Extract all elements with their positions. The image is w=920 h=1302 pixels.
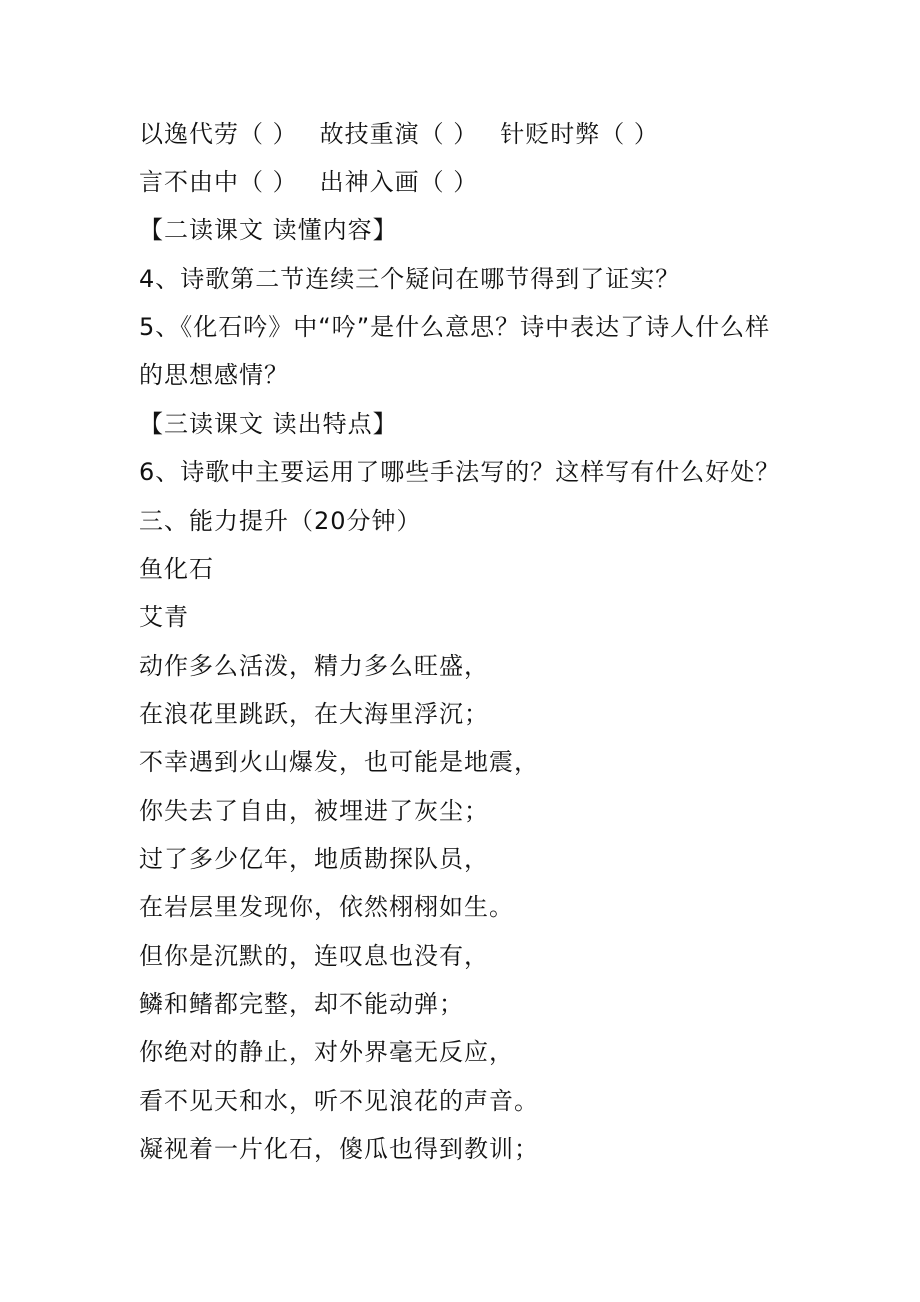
question-5-line-1: 5、《化石吟》中“吟”是什么意思？诗中表达了诗人什么样 bbox=[139, 313, 771, 341]
poem-line: 但你是沉默的，连叹息也没有， bbox=[139, 942, 489, 970]
section-heading-reading-2: 【二读课文 读懂内容】 bbox=[139, 216, 398, 244]
section-heading-reading-3: 【三读课文 读出特点】 bbox=[139, 410, 398, 438]
idiom-item: 针贬时弊（ ） bbox=[500, 120, 659, 148]
poem-line: 不幸遇到火山爆发，也可能是地震， bbox=[139, 748, 539, 776]
question-6: 6、诗歌中主要运用了哪些手法写的？这样写有什么好处？ bbox=[139, 458, 781, 486]
idioms-row-1 bbox=[139, 118, 799, 150]
question-5-line-2: 的思想感情？ bbox=[139, 361, 289, 389]
poem-line: 动作多么活泼，精力多么旺盛， bbox=[139, 652, 489, 680]
idioms-row-2 bbox=[139, 166, 799, 198]
poem-line: 过了多少亿年，地质勘探队员， bbox=[139, 845, 489, 873]
idiom-item: 言不由中（ ） bbox=[139, 168, 298, 196]
poem-line: 你失去了自由，被埋进了灰尘； bbox=[139, 797, 489, 825]
poem-line: 鳞和鳍都完整，却不能动弹； bbox=[139, 990, 464, 1018]
section-heading-ability: 三、能力提升（20分钟） bbox=[139, 507, 422, 535]
poem-line: 你绝对的静止，对外界毫无反应， bbox=[139, 1038, 514, 1066]
question-4: 4、诗歌第二节连续三个疑问在哪节得到了证实？ bbox=[139, 265, 681, 293]
idiom-item: 以逸代劳（ ） bbox=[139, 120, 298, 148]
idiom-item: 故技重演（ ） bbox=[319, 120, 479, 148]
poem-author: 艾青 bbox=[139, 603, 189, 631]
poem-line: 凝视着一片化石，傻瓜也得到教训； bbox=[139, 1135, 539, 1163]
idiom-item: 出神入画（ ） bbox=[319, 168, 479, 196]
poem-title: 鱼化石 bbox=[139, 555, 214, 583]
poem-line: 在浪花里跳跃，在大海里浮沉； bbox=[139, 700, 489, 728]
poem-line: 在岩层里发现你，依然栩栩如生。 bbox=[139, 893, 514, 921]
poem-line: 看不见天和水，听不见浪花的声音。 bbox=[139, 1087, 539, 1115]
